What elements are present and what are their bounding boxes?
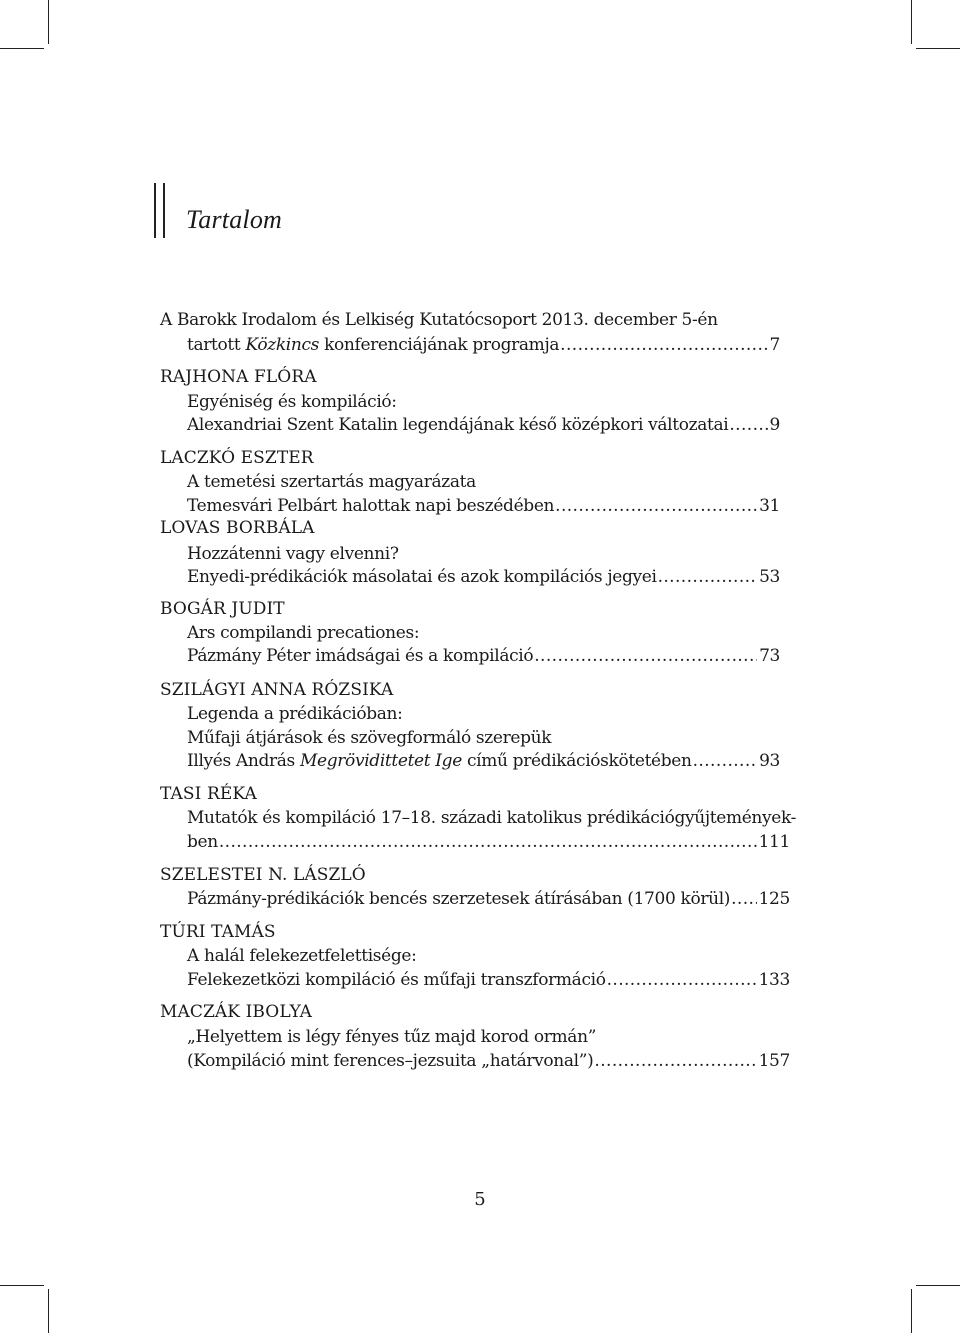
crop-mark — [911, 0, 912, 44]
toc-author: TASI RÉKA — [160, 784, 257, 804]
toc-line: Egyéniség és kompiláció: — [187, 392, 397, 412]
dot-leader — [729, 415, 767, 435]
toc-entry[interactable] — [187, 1051, 790, 1071]
toc-author: LACZKÓ ESZTER — [160, 448, 314, 468]
dot-leader — [555, 496, 757, 516]
crop-mark — [0, 1285, 44, 1286]
toc-entry[interactable] — [187, 970, 790, 990]
toc-author: LOVAS BORBÁLA — [160, 518, 315, 538]
toc-author: SZELESTEI N. LÁSZLÓ — [160, 865, 366, 885]
toc-page-number: 157 — [758, 1051, 790, 1071]
toc-title: Felekezetközi kompiláció és műfaji transzformáció — [187, 970, 606, 990]
toc-title: (Kompiláció mint ferences–jezsuita „határvonal”) — [187, 1051, 594, 1071]
toc-title: Pázmány Péter imádságai és a kompiláció — [187, 646, 534, 666]
toc-entry[interactable] — [187, 335, 780, 355]
toc-page-number: 31 — [759, 496, 780, 516]
crop-mark — [0, 48, 44, 49]
toc-line: Mutatók és kompiláció 17–18. századi katolikus prédikációgyűjtemények- — [187, 808, 797, 828]
toc-author: TÚRI TAMÁS — [160, 922, 276, 942]
crop-mark — [911, 1289, 912, 1333]
toc-page-number: 133 — [758, 970, 790, 990]
toc-entry[interactable] — [187, 567, 780, 587]
dot-leader — [219, 832, 757, 852]
toc-page-number: 111 — [758, 832, 790, 852]
toc-page-number: 125 — [758, 889, 790, 909]
toc-title: Pázmány-prédikációk bencés szerzetesek átírásában (1700 körül) — [187, 889, 731, 909]
toc-entry[interactable] — [187, 415, 780, 435]
toc-line: A temetési szertartás magyarázata — [187, 472, 476, 492]
toc-page-number: 93 — [759, 751, 780, 771]
toc-line: A halál felekezetfelettisége: — [187, 946, 417, 966]
page-number: 5 — [474, 1189, 486, 1210]
toc-title-italic: Közkincs — [245, 335, 320, 355]
dot-leader — [560, 335, 767, 355]
crop-mark — [916, 1285, 960, 1286]
toc-author: RAJHONA FLÓRA — [160, 367, 317, 387]
toc-author: MACZÁK IBOLYA — [160, 1002, 313, 1022]
toc-title: Alexandriai Szent Katalin legendájának késő középkori változatai — [187, 415, 729, 435]
crop-mark — [916, 48, 960, 49]
page-title: Tartalom — [186, 205, 283, 234]
dot-leader — [731, 889, 757, 909]
toc-title: ben — [187, 832, 218, 852]
toc-entry[interactable] — [187, 496, 780, 516]
title-bars — [154, 183, 166, 238]
toc-page-number: 73 — [759, 646, 780, 666]
toc-line: A Barokk Irodalom és Lelkiség Kutatócsoport 2013. december 5-én — [160, 310, 718, 330]
dot-leader — [607, 970, 757, 990]
toc-line: Legenda a prédikációban: — [187, 704, 403, 724]
dot-leader — [658, 567, 758, 587]
toc-line: Hozzátenni vagy elvenni? — [187, 544, 399, 564]
toc-line: Ars compilandi precationes: — [187, 623, 420, 643]
toc-page-number: 53 — [759, 567, 780, 587]
dot-leader — [534, 646, 757, 666]
toc-entry[interactable] — [187, 751, 780, 771]
toc-entry[interactable] — [187, 832, 790, 852]
toc-entry[interactable] — [187, 889, 790, 909]
dot-leader — [693, 751, 757, 771]
toc-page-number: 9 — [769, 415, 780, 435]
toc-entry[interactable] — [187, 646, 780, 666]
toc-page-number: 7 — [769, 335, 780, 355]
crop-mark — [48, 0, 49, 44]
toc-title: tartott Közkincs konferenciájának programja — [187, 335, 560, 355]
crop-mark — [48, 1289, 49, 1333]
dot-leader — [594, 1051, 756, 1071]
toc-title: Enyedi-prédikációk másolatai és azok kompilációs jegyei — [187, 567, 657, 587]
toc-title-italic: Megrövidittetet Ige — [299, 751, 462, 771]
toc-author: BOGÁR JUDIT — [160, 599, 285, 619]
toc-line: „Helyettem is légy fényes tűz majd korod ormán” — [187, 1027, 597, 1047]
toc-line: Műfaji átjárások és szövegformáló szerepük — [187, 728, 552, 748]
toc-title: Illyés András Megrövidittetet Ige című prédikációskötetében — [187, 751, 692, 771]
toc-title: Temesvári Pelbárt halottak napi beszédében — [187, 496, 555, 516]
toc-author: SZILÁGYI ANNA RÓZSIKA — [160, 680, 394, 700]
